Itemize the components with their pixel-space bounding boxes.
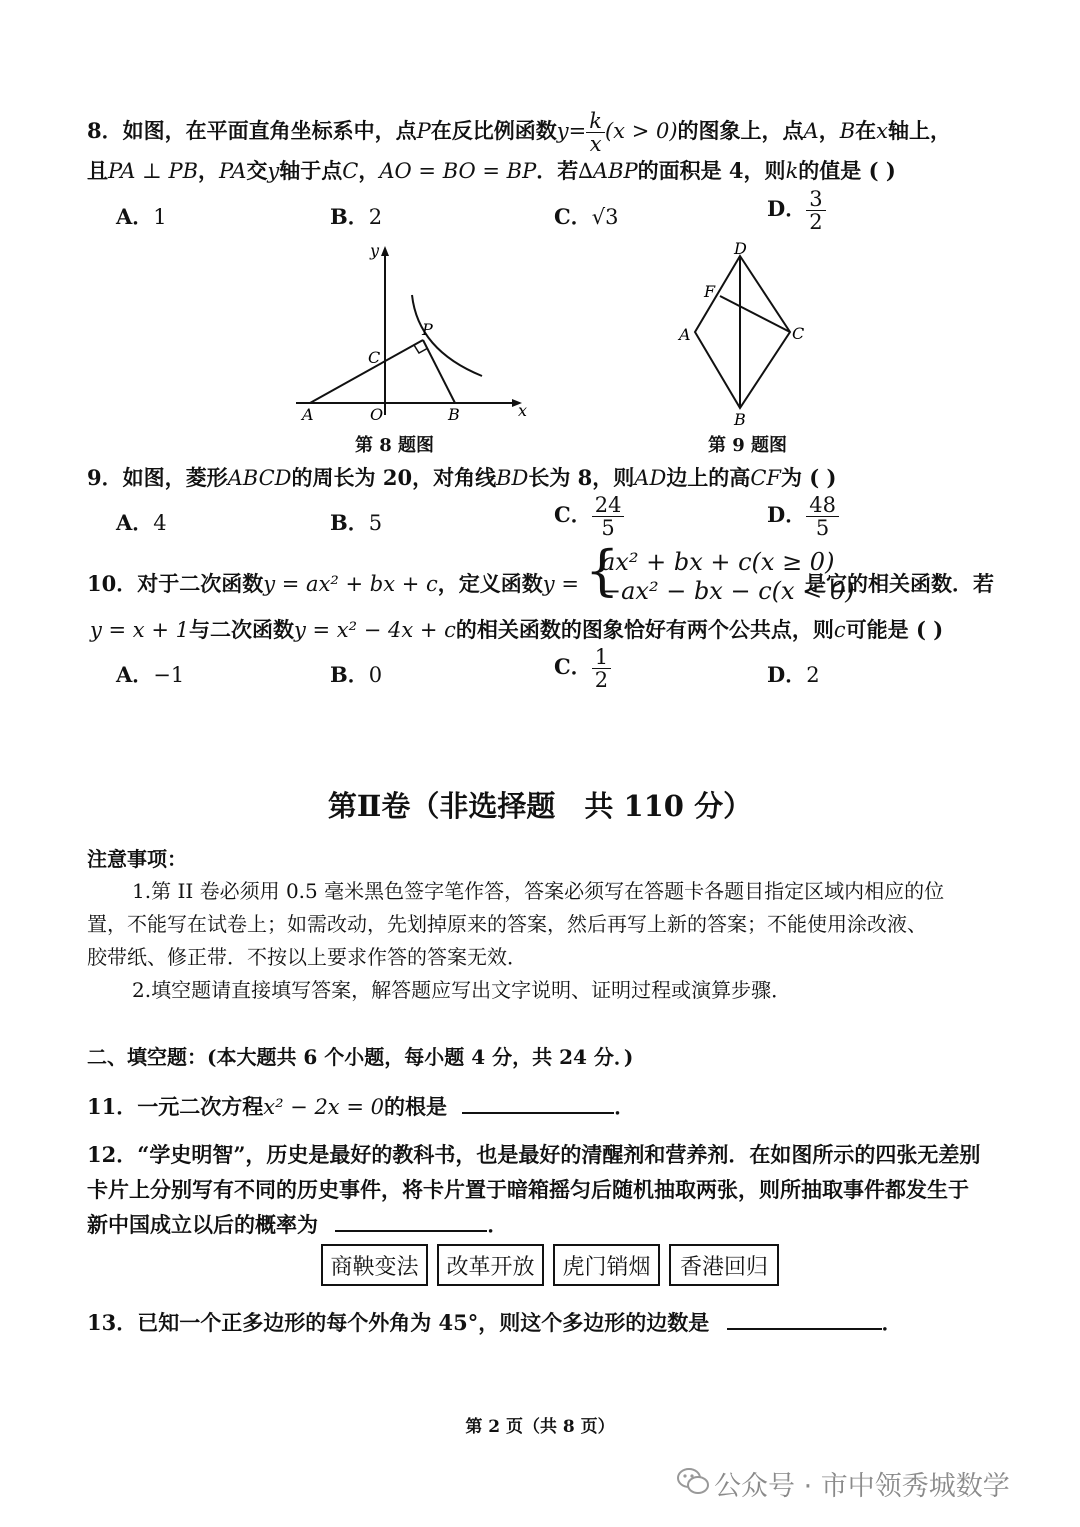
q10-line2: y = x + 1与二次函数y = x² − 4x + c的相关函数的图象恰好有两个公共点，则c可能是 ( ) <box>90 617 944 642</box>
wechat-icon-graphic <box>676 1466 710 1496</box>
q10-option-d: D．2 <box>767 662 820 687</box>
q10-piecewise: ax² + bx + c(x ≥ 0) −ax² − bx − c(x < 0) <box>601 548 855 605</box>
notice-p1-line3: 胶带纸、修正带．不按以上要求作答的答案无效． <box>87 945 527 969</box>
q13-answer-blank[interactable] <box>727 1310 882 1330</box>
q12-answer-blank[interactable] <box>335 1212 487 1232</box>
label-b: B <box>734 410 746 428</box>
segment-pa <box>310 340 423 403</box>
q10-line1-end: 是它的相关函数．若 <box>805 571 994 596</box>
q8-fraction: $\frac{k}{x}$ <box>586 110 605 155</box>
label-f: F <box>704 282 716 301</box>
q10-option-b: B．0 <box>330 662 383 687</box>
label-d: D <box>734 239 747 258</box>
q11: 11．一元二次方程x² − 2x = 0的根是 ． <box>87 1094 636 1119</box>
q8-option-d: D． $\frac{3}{2}$ <box>767 188 826 233</box>
q8-line1: 8．如图，在平面直角坐标系中，点P在反比例函数y= $\frac{k}{x}$ (x > 0)的图象上，点A，B在x轴上， <box>87 109 951 157</box>
history-card-3: 虎门销烟 <box>553 1244 660 1286</box>
q9-option-a: A．4 <box>116 510 167 535</box>
q9-text: 9．如图，菱形ABCD的周长为 20，对角线BD长为 8，则AD边上的高CF为 ( ) <box>87 465 837 490</box>
figure-9-caption: 第 9 题图 <box>708 435 788 456</box>
notice-p1-line1: 1.第 II 卷必须用 0.5 毫米黑色签字笔作答，答案必须写在答题卡各题目指定区域内相应的位 <box>132 879 945 903</box>
q13: 13．已知一个正多边形的每个外角为 45°，则这个多边形的边数是 ． <box>87 1310 903 1335</box>
wechat-icon <box>676 1466 710 1496</box>
rhombus-abcd <box>695 256 790 408</box>
q11-answer-blank[interactable] <box>462 1094 614 1114</box>
q8-option-a: A．1 <box>116 204 167 229</box>
label-o: O <box>370 405 384 424</box>
height-cf <box>720 296 790 332</box>
section-2-title: 第Ⅱ卷（非选择题 共 110 分） <box>327 789 753 823</box>
notice-heading: 注意事项： <box>87 847 187 871</box>
q9-option-d: D． $\frac{48}{5}$ <box>767 494 839 539</box>
q12-line2: 卡片上分别写有不同的历史事件，将卡片置于暗箱摇匀后随机抽取两张，则所抽取事件都发生于 <box>87 1177 969 1202</box>
figure-8-caption: 第 8 题图 <box>355 435 435 456</box>
label-x: x <box>518 401 528 420</box>
history-card-1: 商鞅变法 <box>321 1244 428 1286</box>
q10-line1-start: 10．对于二次函数y = ax² + bx + c，定义函数y = <box>87 571 579 596</box>
y-axis-arrow <box>381 246 389 256</box>
q8-line2: 且PA ⊥ PB，PA交y轴于点C，AO = BO = BP．若∆ABP的面积是 4，则k的值是 ( ) <box>87 158 896 183</box>
q10-option-a: A．−1 <box>116 662 185 687</box>
label-y: y <box>370 241 380 260</box>
label-b: B <box>448 405 460 424</box>
label-a: A <box>302 405 314 424</box>
watermark: 公众号 · 市中领秀城数学 <box>714 1471 1010 1502</box>
figure-8 <box>290 240 540 425</box>
piecewise-brace: { <box>585 539 620 602</box>
q12-line3: 新中国成立以后的概率为 ． <box>87 1212 509 1237</box>
label-p: P <box>422 320 433 339</box>
label-c: C <box>792 324 805 343</box>
fill-heading: 二、填空题：(本大题共 6 个小题，每小题 4 分，共 24 分．) <box>87 1045 634 1069</box>
label-a: A <box>679 325 691 344</box>
q10-option-c: C． $\frac{1}{2}$ <box>554 646 611 691</box>
notice-p1-line2: 置，不能写在试卷上；如需改动，先划掉原来的答案，然后再写上新的答案；不能使用涂改液、 <box>87 912 927 936</box>
q9-option-c: C． $\frac{24}{5}$ <box>554 494 624 539</box>
q12-line1: 12．“学史明智”，历史是最好的教科书，也是最好的清醒剂和营养剂．在如图所示的四张无差别 <box>87 1142 981 1167</box>
history-card-2: 改革开放 <box>437 1244 544 1286</box>
history-card-4: 香港回归 <box>669 1244 779 1286</box>
q8-option-b: B．2 <box>330 204 383 229</box>
q9-option-b: B．5 <box>330 510 383 535</box>
figure-9 <box>670 238 820 428</box>
page-number: 第 2 页（共 8 页） <box>465 1417 615 1437</box>
q8-option-c: C．√3 <box>554 204 619 229</box>
label-c: C <box>368 348 381 367</box>
notice-p2: 2.填空题请直接填写答案，解答题应写出文字说明、证明过程或演算步骤． <box>132 978 792 1002</box>
